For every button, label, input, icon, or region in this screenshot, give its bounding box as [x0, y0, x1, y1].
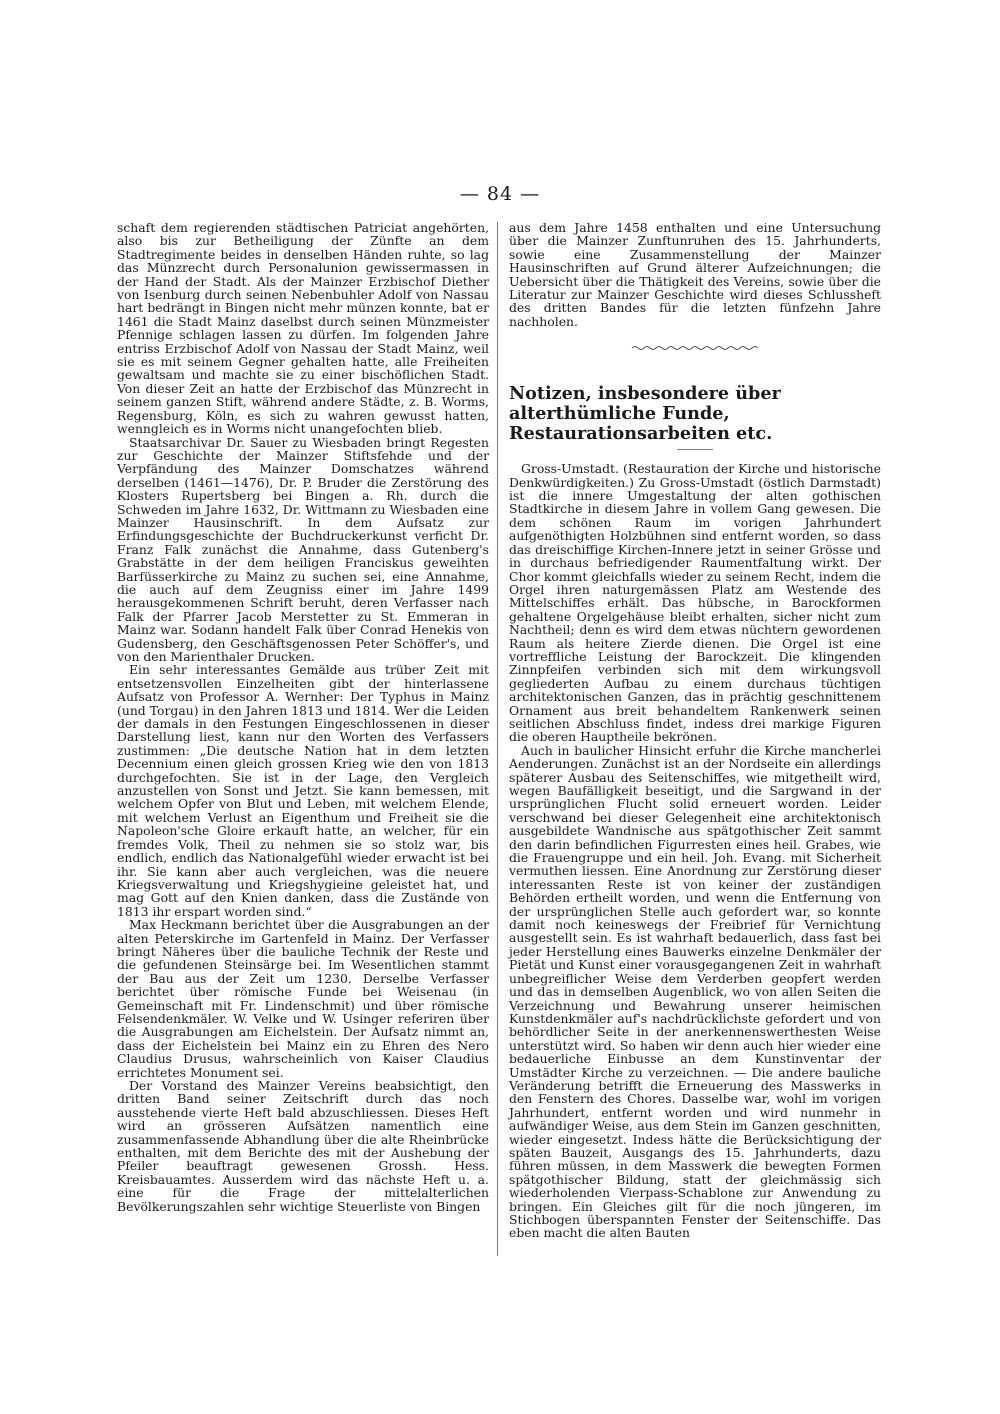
page-number: — 84 —: [459, 183, 541, 205]
right-column: [509, 221, 881, 1240]
paragraph: Gross-Umstadt. (Restauration der Kirche und historische Denkwürdigkeiten.) Zu Gross-Umstadt (östlich Darmstadt) ist die innere Umgestaltung der alten gothischen Stadtkirche in diesem Jahre in vollem Gang gewesen. Die dem schönen Raum im vorigen Jahrhundert aufgenöthigten Holzbühnen sind entfernt worden, so dass das dreischiffige Kirchen-Innere jetzt in seiner Grösse und in durchaus befriedigender Raumentfaltung wirkt. Der Chor kommt gleichfalls wieder zu seinem Recht, indem die Orgel ihren naturgemässen Platz am Westende des Mittelschiffes erhält. Das hübsche, in Barockformen gehaltene Orgelgehäuse bleibt erhalten, sicher nicht zum Nachtheil; denn es wird dem etwas nüchtern gewordenen Raum als heitere Zierde dienen. Die Orgel ist eine vortreffliche Leistung der Barockzeit. Die klingenden Zinnpfeifen verbinden sich mit dem wirkungsvoll gegliederten Aufbau zu einem durchaus tüchtigen architektonischen Ganzen, das in prächtig geschnittenem Ornament aus breit behandeltem Rankenwerk seinen seitlichen Abschluss findet, indess drei markige Figuren die oberen Hauptheile bekrönen.: [509, 461, 881, 745]
left-column: [117, 221, 489, 1213]
ornamental-divider: [630, 342, 760, 364]
paragraph: Der Vorstand des Mainzer Vereins beabsichtigt, den dritten Band seiner Zeitschrift durch das noch ausstehende vierte Heft bald abzuschliessen. Dieses Heft wird an grösseren Aufsätzen namentlich eine zusammenfassende Abhandlung über die alte Rheinbrücke enthalten, mit dem Berichte des mit der Aushebung der Pfeiler beauftragt gewesenen Grossh. Hess. Kreisbauamtes. Ausserdem wird das nächste Heft u. a. eine für die Frage der mittelalterlichen Bevölkerungszahlen sehr wichtige Steuerliste von Bingen: [117, 1078, 489, 1214]
section-heading: Notizen, insbesondere über alterthümliche Funde, Restaurationsarbeiten etc.: [509, 383, 781, 445]
paragraph: schaft dem regierenden städtischen Patriciat angehörten, also bis zur Betheiligung der Zünfte an dem Stadtregimente beides in denselben Händen ruhte, so lag das Münzrecht durch Personalunion gewissermassen in der Hand der Stadt. Als der Mainzer Erzbischof Diether von Isenburg durch seinen Nebenbuhler Adolf von Nassau hart bedrängt in Bingen nicht mehr münzen konnte, bat er 1461 die Stadt Mainz daselbst durch seinen Münzmeister Pfennige schlagen lassen zu dürfen. Im folgenden Jahre entriss Erzbischof Adolf von Nassau der Stadt Mainz, weil sie es mit seinem Gegner gehalten hatte, alle Freiheiten gewaltsam und machte sie zu einer bischöflichen Stadt. Von dieser Zeit an hatte der Erzbischof das Münzrecht in seinem ganzen Stift, während andere Städte, z. B. Worms, Regensburg, Köln, es sich zu wahren gewusst hatten, wenngleich es in Worms nicht unangefochten blieb.: [117, 220, 489, 437]
column-divider: [497, 222, 498, 1256]
paragraph: Ein sehr interessantes Gemälde aus trüber Zeit mit entsetzensvollen Einzelheiten gibt der hinterlassene Aufsatz von Professor A. Wernher: Der Typhus in Mainz (und Torgau) in den Jahren 1813 und 1814. Wer die Leiden der damals in den Festungen Eingeschlossenen in dieser Darstellung liest, kann nur den Worten des Verfassers zustimmen: „Die deutsche Nation hat in dem letzten Decennium einen gleich grossen Krieg wie den von 1813 durchgefochten. Sie ist in der Lage, den Vergleich anzustellen von Sonst und Jetzt. Sie kann bemessen, mit welchem Opfer von Blut und Leben, mit welchem Elende, mit welchem Verlust an Eigenthum und Freiheit sie die Napoleon'sche Gloire erkauft hatte, an welcher, für ein fremdes Volk, Theil zu nehmen sie so stolz war, bis endlich, endlich das Nationalgefühl wieder erwacht ist bei ihr. Sie kann aber auch vergleichen, was die neuere Kriegsverwaltung und Kriegshygieine geleistet hat, und mag Gott auf den Knien danken, dass die Zustände von 1813 ihr erspart worden sind.“: [117, 662, 489, 919]
paragraph: Auch in baulicher Hinsicht erfuhr die Kirche mancherlei Aenderungen. Zunächst ist an der Nordseite ein allerdings späterer Ausbau des Seitenschiffes, wie mitgetheilt wird, wegen Baufälligkeit beseitigt, und die Sargwand in der ursprünglichen Flucht solid erneuert worden. Leider verschwand bei dieser Gelegenheit eine architektonisch ausgebildete Wandnische aus spätgothischer Zeit sammt den darin befindlichen Figurresten eines heil. Grabes, wie die Frauengruppe und ein heil. Joh. Evang. mit Sicherheit vermuthen liessen. Eine Anordnung zur Zerstörung dieser interessanten Reste ist von keiner der zuständigen Behörden ertheilt worden, und wenn die Entfernung von der ursprünglichen Stelle auch gefordert war, so konnte damit noch keineswegs der Freibrief für Vernichtung ausgestellt sein. Es ist wahrhaft bedauerlich, dass fast bei jeder Herstellung eines Bauwerks einzelne Denkmäler der Pietät und Kunst einer vorausgegangenen Zeit in wahrhaft unbegreiflicher Weise dem Verderben geopfert werden und das in demselben Augenblick, wo von allen Seiten die Verzeichnung und Bewahrung unserer heimischen Kunstdenkmäler auf's nachdrücklichste gefordert und von behördlicher Seite in der anerkennenswerthesten Weise unterstützt wird. So haben wir denn auch hier wieder eine bedauerliche Einbusse an dem Kunstinventar der Umstädter Kirche zu verzeichnen. — Die andere bauliche Veränderung betrifft die Erneuerung des Masswerks in den Fenstern des Chores. Dasselbe war, wohl im vorigen Jahrhundert, entfernt worden und wird nunmehr in aufwändiger Weise, aus dem Stein im Ganzen geschnitten, wieder eingesetzt. Indess hätte die Berücksichtigung der späten Bauzeit, Ausgangs des 15. Jahrhunderts, dazu führen müssen, in dem Masswerk die bewegten Formen spätgothischer Bildung, statt der gleichmässig sich wiederholenden Vierpass-Schablone zur Anwendung zu bringen. Ein Gleiches gilt für die noch jüngeren, im Stichbogen überspannten Fenster der Seitenschiffe. Das eben macht die alten Bauten: [509, 742, 881, 1241]
paragraph: Staatsarchivar Dr. Sauer zu Wiesbaden bringt Regesten zur Geschichte der Mainzer Stiftsfehde und der Verpfändung des Mainzer Domschatzes während derselben (1461—1476), Dr. P. Bruder die Zerstörung des Klosters Rupertsberg bei Bingen a. Rh. durch die Schweden im Jahre 1632, Dr. Wittmann zu Wiesbaden eine Mainzer Hausinschrift. In dem Aufsatz zur Erfindungsgeschichte der Buchdruckerkunst verficht Dr. Franz Falk zunächst die Annahme, dass Gutenberg's Grabstätte in der dem heiligen Franciskus geweihten Barfüsserkirche zu Mainz zu suchen sei, eine Annahme, die auch auf dem Zeugniss einer im Jahre 1499 herausgekommenen Schrift beruht, deren Verfasser nach Falk der Pfarrer Jacob Merstetter zu St. Emmeran in Mainz war. Sodann handelt Falk über Conrad Henekis von Gudensberg, den Geschäftsgenossen Peter Schöffer's, und von den Marienthaler Drucken.: [117, 434, 489, 664]
heading-rule: [677, 449, 713, 450]
paragraph: aus dem Jahre 1458 enthalten und eine Untersuchung über die Mainzer Zunftunruhen des 15. Jahrhunderts, sowie eine Zusammenstellung der Mainzer Hausinschriften auf Grund älterer Aufzeichnungen; die Uebersicht über die Thätigkeit des Vereins, sowie über die Literatur zur Mainzer Geschichte wird dieses Schlussheft des dritten Bandes für die letzten fünfzehn Jahre nachholen.: [509, 220, 881, 329]
paragraph: Max Heckmann berichtet über die Ausgrabungen an der alten Peterskirche im Gartenfeld in Mainz. Der Verfasser bringt Näheres über die bauliche Technik der Reste und die gefundenen Steinsärge bei. Im Wesentlichen stammt der Bau aus der Zeit um 1230. Derselbe Verfasser berichtet über römische Funde bei Weisenau (in Gemeinschaft mit Fr. Lindenschmit) und über römische Felsendenkmäler. W. Velke und W. Usinger referiren über die Ausgrabungen am Eichelstein. Der Aufsatz nimmt an, dass der Eichelstein bei Mainz ein zu Ehren des Nero Claudius Drusus, wahrscheinlich von Kaiser Claudius errichtetes Monument sei.: [117, 917, 489, 1080]
